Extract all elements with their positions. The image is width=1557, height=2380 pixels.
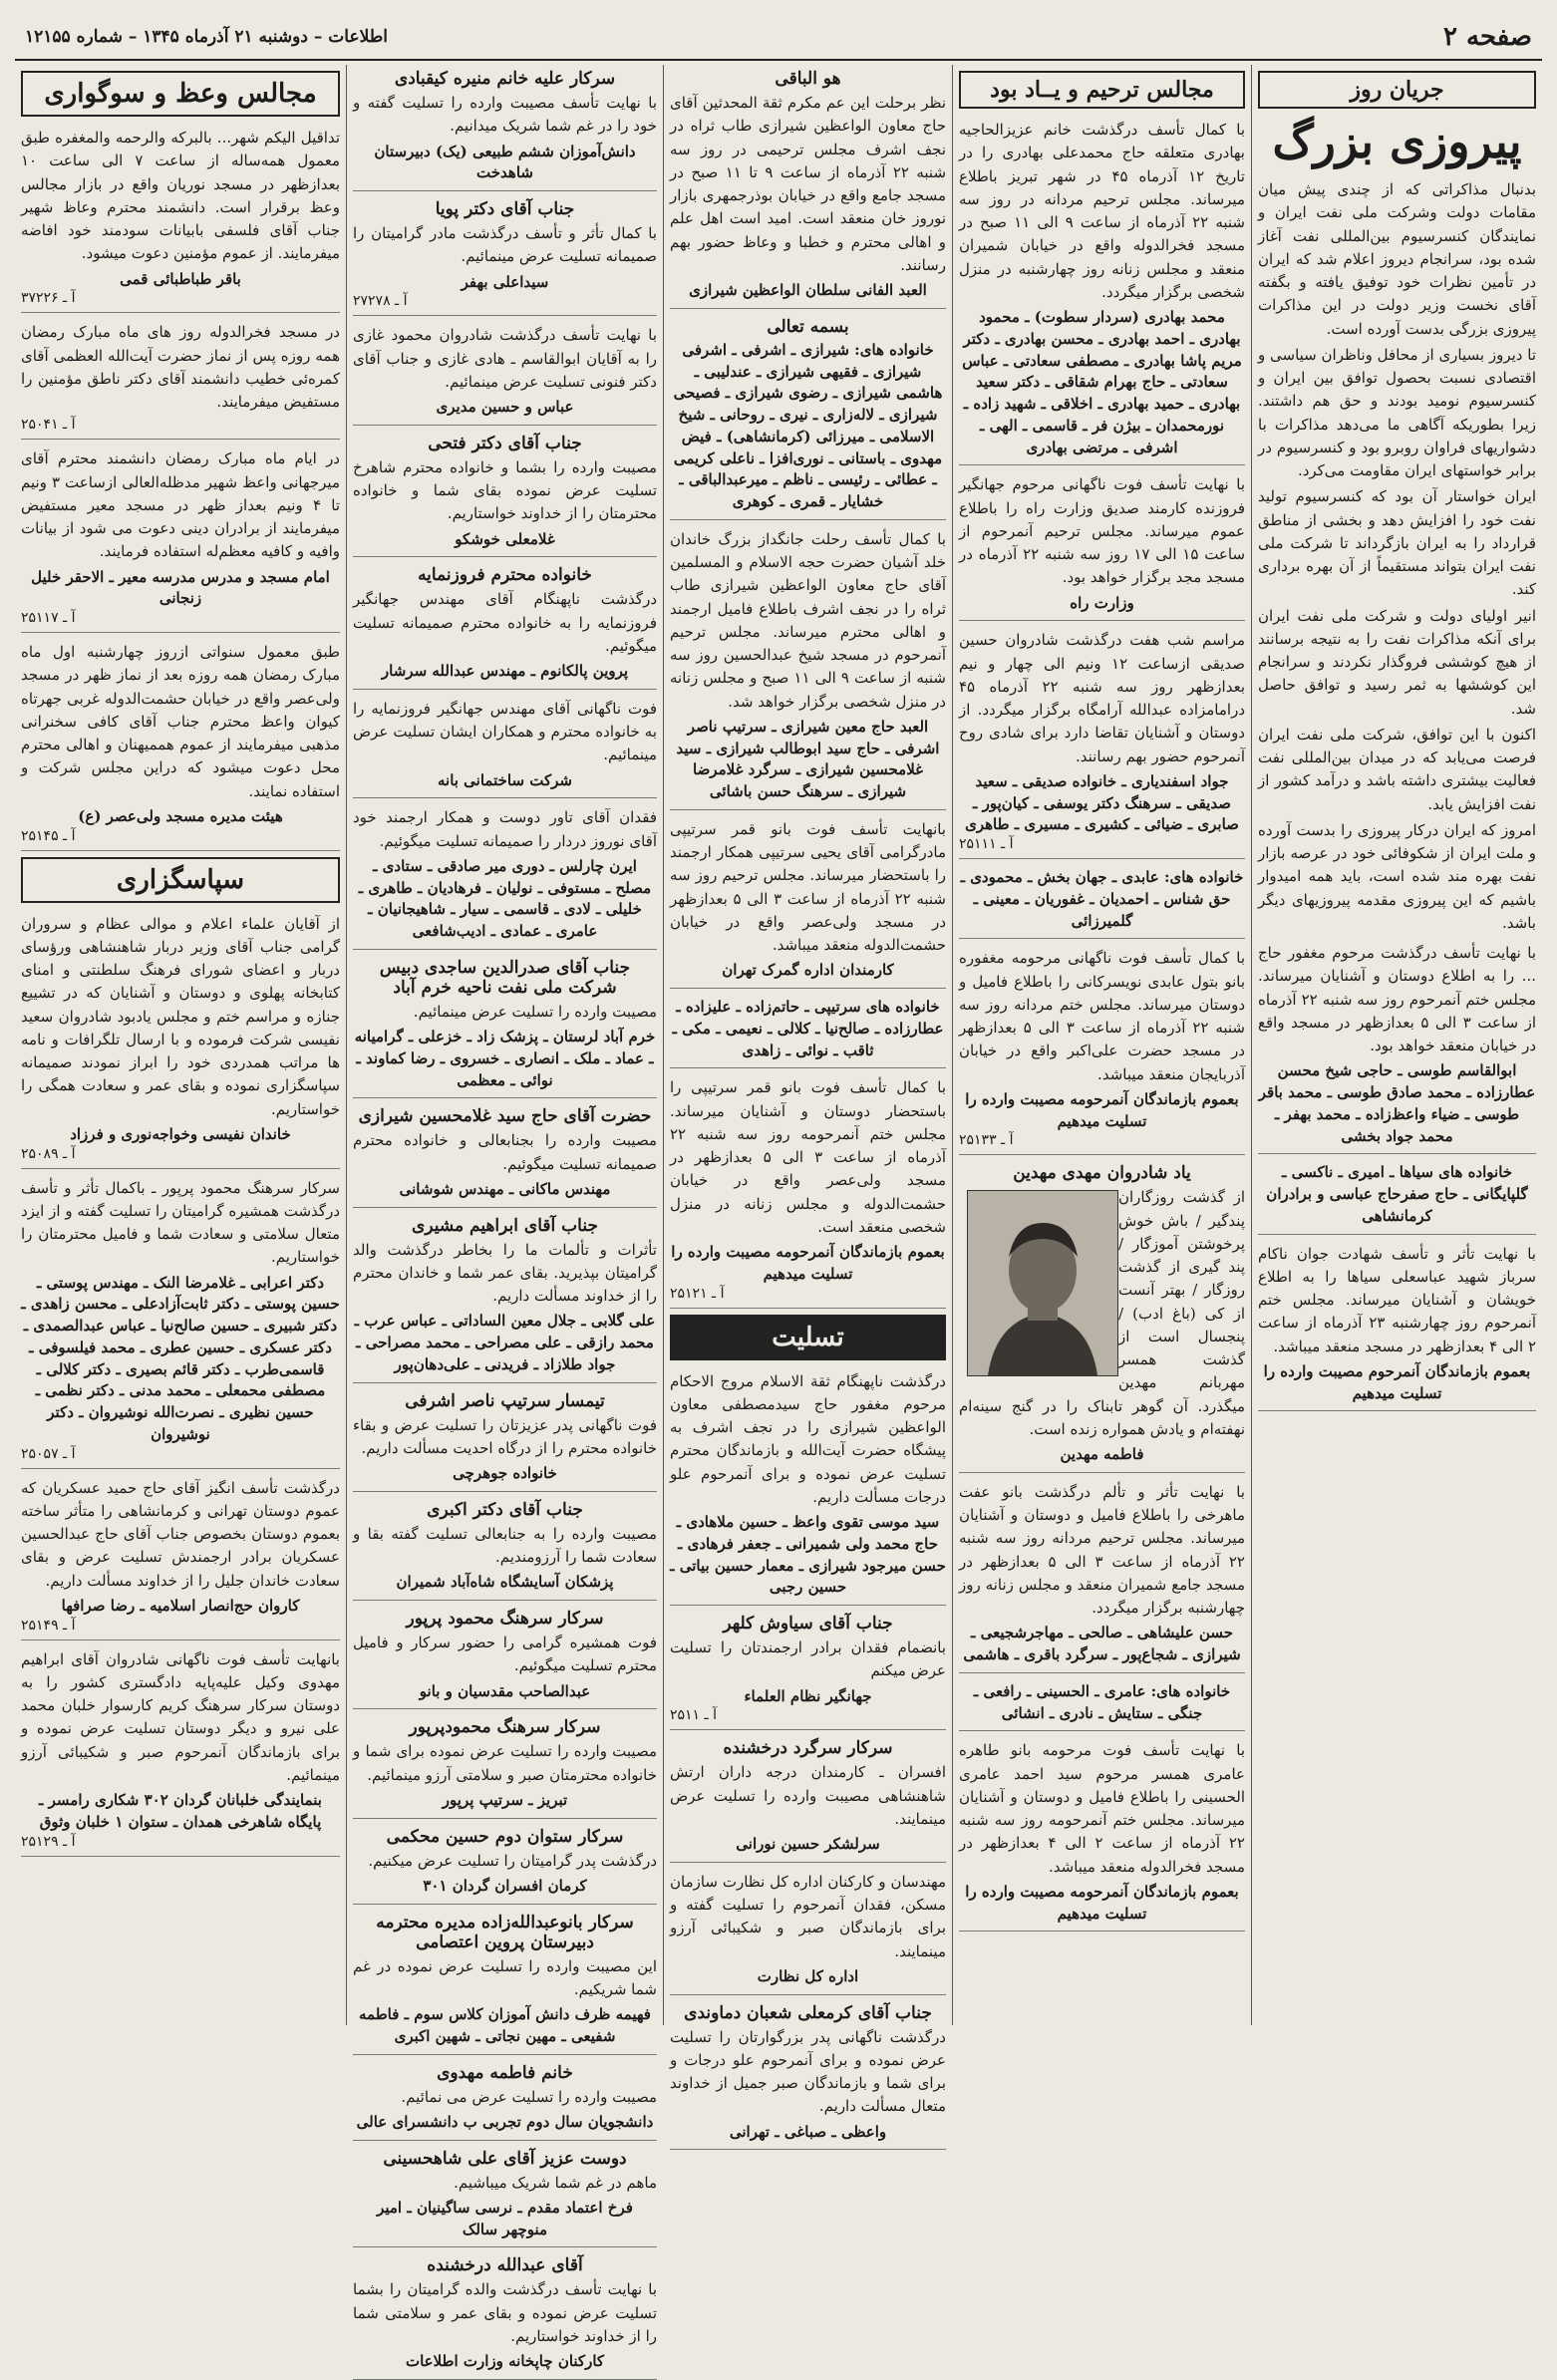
notice bbox=[670, 313, 946, 520]
notice-body: افسران ـ کارمندان درجه داران ارتش شاهنشاهی مصیبت وارده را تسلیت عرض مینمایند. bbox=[670, 1763, 946, 1828]
portrait-photo bbox=[967, 1190, 1118, 1376]
notice-code: آ ـ ۲۵۱۲۹ bbox=[21, 1833, 76, 1850]
notice-signature: سیداعلی بهفر bbox=[461, 272, 549, 291]
notice-body: این مصیبت وارده را تسلیت عرض نموده در غم شما شریکیم. bbox=[353, 1956, 657, 1998]
notice-signature: پروین پالکانوم ـ مهندس عبدالله سرشار bbox=[381, 662, 629, 680]
notice-signature: کاروان حج‌انصار اسلامیه ـ رضا صرافها bbox=[61, 1596, 300, 1615]
notice-title: تیمسار سرتیپ ناصر اشرفی bbox=[405, 1390, 605, 1411]
notice bbox=[670, 993, 946, 1068]
notice-signature: ابوالقاسم طوسی ـ حاجی شیخ محسن عطارزاده ـ محمد صادق طوسی ـ محمد باقر طوسی ـ ضیاء واعظ‌زاده ـ محمد بهفر ـ محمد جواد بخشی bbox=[1258, 1061, 1536, 1145]
column-memorials bbox=[952, 65, 1251, 2025]
notice-signature: دانشجویان سال دوم تجربی ب دانشسرای عالی bbox=[356, 2112, 654, 2131]
notice-signature: اداره کل نظارت bbox=[757, 1966, 859, 1985]
notice-code: آ ـ ۲۵۱۲۱ bbox=[670, 1285, 725, 1302]
notice-signature: بعموم بازماندگان آنمرحومه مصیبت وارده را تسلیت میدهیم bbox=[965, 1089, 1239, 1130]
notice-code: آ ـ ۳۷۲۲۶ bbox=[21, 290, 76, 307]
column-tag: جریان روز bbox=[1258, 71, 1536, 109]
notice-signature: عبدالصاحب مقدسیان و بانو bbox=[419, 1681, 591, 1700]
notice bbox=[670, 524, 946, 810]
notice-signature: فاطمه مهدین bbox=[1060, 1445, 1144, 1463]
notice-signature: غلامعلی خوشکو bbox=[455, 529, 555, 548]
notice-body: درگذشت تأسف انگیز آقای حاج حمید عسکریان که عموم دوستان تهرانی و کرمانشاهی را متأثر ساخته بعموم دوستان بخصوص جناب آقای حاج عبدالحسین عسکریان برادر ارجمندش تسلیت عرض و بقای سعادت خاندان جلیل را از خداوند مسألت داریم. bbox=[21, 1478, 340, 1590]
memorial-notice bbox=[959, 1159, 1245, 1473]
notice-signature: جهانگیر نظام العلماء bbox=[744, 1686, 872, 1705]
notice-title: هو الباقی bbox=[775, 69, 841, 89]
notice-title: خانم فاطمه مهدوی bbox=[437, 2062, 573, 2083]
notice-code: آ ـ ۲۷۲۷۸ bbox=[353, 293, 408, 310]
notice-signature: شرکت ساختمانی بانه bbox=[438, 770, 572, 789]
notice bbox=[1258, 1158, 1536, 1234]
notice-code: آ ـ ۲۵۰۴۱ bbox=[21, 417, 76, 434]
notice-title: جناب آقای ابراهیم مشیری bbox=[412, 1215, 598, 1236]
notice-signature: عباس و حسین مدیری bbox=[436, 398, 574, 416]
notice bbox=[353, 561, 657, 690]
notice-body: نظر برحلت این عم مکرم ثقة المحدثین آقای حاج معاون الواعظین شیرازی طاب ثراه در نجف اشرف مجلس ترحیمی در روز سه شنبه ۲۲ آذرماه از ساعت ۹ تا ۱۱ صبح در مسجد جامع واقع در خیابان بوذرجمهری بازار نوروز خان منعقد است. امید است اهل علم و اهالی محترم و خطبا و وعاظ حضور بهم رسانند. bbox=[670, 94, 947, 274]
notice bbox=[353, 2251, 657, 2380]
column-condolences bbox=[346, 65, 663, 2370]
notice-code: آ ـ ۲۵۱۴۵ bbox=[21, 827, 76, 844]
masthead bbox=[15, 15, 1542, 61]
columns bbox=[15, 65, 1542, 2370]
notice-title: سرکار بانوعبدالله‌زاده مدیره محترمه دبیرستان پروین اعتصامی bbox=[376, 1912, 634, 1952]
notice-signature: حسن علیشاهی ـ صالحی ـ مهاجرشجیعی ـ شیرازی ـ شجاع‌پور ـ سرگرد باقری ـ هاشمی bbox=[963, 1624, 1241, 1663]
notice-body: درگذشت ناپهنگام ثقة الاسلام مروج الاحکام مرحوم مغفور حاج سیدمصطفی معاون الواعظین شیرازی را در نجف اشرف به پیشگاه حضرت آیت‌الله و بازماندگان محترم تسلیت عرض نموده و برای آنمرحوم علو درجات مسألت داریم. bbox=[670, 1371, 946, 1506]
notice-signature: سید موسی تقوی واعظ ـ حسین ملاهادی ـ حاج محمد ولی شمیرانی ـ جعفر فرهادی ـ حسن میرجود شیرازی ـ معمار حسین بیاتی ـ حسین رجبی bbox=[670, 1513, 946, 1597]
notice bbox=[959, 1735, 1245, 1932]
notice-body: تأثرات و تألمات ما را بخاطر درگذشت والد گرامیتان بپذیرید. بقای عمر شما و خاندان محترم را از خداوند مسألت داریم. bbox=[353, 1240, 657, 1305]
page-number: صفحه ۲ bbox=[1443, 22, 1532, 52]
notice bbox=[353, 802, 657, 950]
notice-body: مصیبت وارده را بجنابعالی و خانواده محترم صمیمانه تسلیت میگوئیم. bbox=[353, 1131, 657, 1173]
article-paragraph: انیر اولیای دولت و شرکت ملی نفت ایران برای آنکه مذاکرات نفت را به نتیجه برسانند از هیچ کوششی فروگذار نکردند و سرانجام این کوششها به ثمر رسید و توافق حاصل شد. bbox=[1258, 606, 1536, 718]
notice-signature: بعموم بازماندگان آنمرحوم مصیبت وارده را تسلیت میدهیم bbox=[1263, 1361, 1531, 1402]
notice bbox=[353, 1909, 657, 2055]
notice-signature: دکتر اعرابی ـ غلامرضا النک ـ مهندس پوستی ـ حسین پوستی ـ دکتر ثابت‌آزادعلی ـ محسن زاهدی ـ دکتر شبیری ـ حسین صالح‌نیا ـ عباس عبدالصمدی ـ دکتر عسکری ـ حسین عطری ـ محمد فیلسوفی ـ قاسمی‌طرب ـ دکتر قائم بصیری ـ دکتر کلالی ـ مصطفی محمعلی ـ محمد مدنی ـ دکتر نظمی ـ حسین نظیری ـ نصرت‌الله نوشیروان ـ دکتر نوشیروان bbox=[21, 1273, 340, 1443]
notice-signature: بعموم بازماندگان آنمرحومه مصیبت وارده را تسلیت میدهیم bbox=[965, 1882, 1239, 1923]
notice-title: بسمه تعالی bbox=[767, 316, 849, 337]
notice bbox=[353, 954, 657, 1099]
notice-body: مصیبت وارده را تسلیت عرض مینمائیم. bbox=[413, 1002, 657, 1021]
notice bbox=[21, 123, 340, 313]
notice-signature: فرخ اعتماد مقدم ـ نرسی ساگینیان ـ امیر منوچهر سالک bbox=[377, 2198, 633, 2238]
notice-title: جناب آقای صدرالدین ساجدی دبیس شرکت ملی نفت ناحیه خرم آباد bbox=[379, 957, 631, 998]
notice-code: آ ـ ۲۵۱۳۳ bbox=[959, 1132, 1014, 1149]
notice-body: فوت ناگهانی آقای مهندس جهانگیر فروزنمایه را به خانواده محترم و همکاران ایشان تسلیت عرض مینمائیم. bbox=[353, 699, 657, 764]
notice bbox=[670, 814, 946, 989]
notice bbox=[353, 65, 657, 191]
notice-body: با نهایت تأسف فوت مرحومه بانو طاهره عامری همسر مرحوم سید احمد عامری الحسینی را باطلاع فامیل و دوستان و آشنایان میرساند. مجلس ختم آنمرحومه روز سه شنبه ۲۲ آذرماه از ساعت ۲ الی ۴ بعدازظهر در مسجد فخرالدوله منعقد میباشد. bbox=[959, 1741, 1245, 1876]
notice-body: با کمال تأثر و تأسف درگذشت مادر گرامیتان را صمیمانه تسلیت عرض مینمائیم. bbox=[353, 224, 657, 266]
notice bbox=[353, 1605, 657, 1709]
notice bbox=[670, 1610, 946, 1730]
notice-body: بانضمام فقدان برادر ارجمندتان را تسلیت عرض میکنم bbox=[670, 1638, 946, 1680]
notice-body: مصیبت وارده را بشما و خانواده محترم شاهرخ تسلیت عرض نموده بقای شما و خانواده محترمتان را از خداوند خواستاریم. bbox=[353, 457, 657, 523]
notice-signature: واعظی ـ صباغی ـ تهرانی bbox=[729, 2122, 887, 2141]
notice bbox=[959, 625, 1245, 859]
notice-code: آ ـ ۲۵۰۵۷ bbox=[21, 1445, 76, 1462]
article-paragraph: اکنون با این توافق، شرکت ملی نفت ایران فرصت می‌یابد که در میدان بین‌المللی نفت فعالیت بیشتری داشته باشد و درآمد کشور از نفت افزایش یابد. bbox=[1258, 725, 1536, 813]
notice-body: با کمال تأسف رحلت جانگداز بزرگ خاندان خلد آشیان حضرت حجه الاسلام و المسلمین آقای حاج معاون الواعظین شیرازی طاب ثراه را در نجف اشرف باطلاع فامیل ارجمند و اهالی محترم میرساند. مجلس ترحیم آنمرحوم در مسجد شیخ عبدالحسین روز سه شنبه از ساعت ۹ الی ۱۱ صبح و مجلس زنانه در منزل شخصی برگزار خواهد شد. bbox=[670, 529, 946, 711]
notice-body: بانهایت تأسف فوت بانو قمر سرتیپی مادرگرامی آقای یحیی سرتیپی همکار ارجمند را باستحضار میرساند. مجلس ترحیم روز سه شنبه ۲۲ آذرماه از ساعت ۳ الی ۵ بعدازظهر در مسجد ولی‌عصر واقع در خیابان حشمت‌الدوله منعقد میباشد. bbox=[670, 819, 947, 954]
notice-body: با نهایت تأثر و تألم درگذشت بانو عفت ماهرخی را باطلاع فامیل و دوستان و آشنایان میرساند. مجلس ترحیم مردانه روز سه شنبه ۲۲ آذرماه از ساعت ۳ الی ۵ بعدازظهر در مسجد جامع شمیران منعقد و مجلس زنانه روز چهارشنبه برگزار میگردد. bbox=[959, 1482, 1245, 1617]
notice bbox=[353, 320, 657, 426]
notice bbox=[1258, 1239, 1536, 1412]
notice bbox=[670, 65, 946, 309]
notice bbox=[21, 1173, 340, 1469]
notice-body: درگذشت پدر گرامیتان را تسلیت عرض میکنیم. bbox=[368, 1851, 657, 1870]
issue-info: اطلاعات – دوشنبه ۲۱ آذرماه ۱۳۴۵ – شماره ۱۲۱۵۵ bbox=[25, 27, 389, 47]
notice bbox=[670, 1366, 946, 1607]
notice-title: سرکار سرهنگ محمود پرپور bbox=[406, 1609, 604, 1629]
notice-signature: محمد بهادری (سردار سطوت) ـ محمود بهادری ـ احمد بهادری ـ محسن بهادری ـ دکتر مریم پاشا بهادری ـ مصطفی سعادتی ـ عباس سعادتی ـ حاج بهرام شقاقی ـ دکتر سعید بهادری ـ حمید بهادری ـ اخلاقی ـ شهید زاده ـ نورمحمدان ـ بیژن فر ـ قاسمی ـ الهی ـ اشرفی ـ مرتضی بهادری bbox=[962, 308, 1242, 456]
notice bbox=[353, 694, 657, 799]
notice-code: آ ـ ۲۵۰۸۹ bbox=[21, 1145, 76, 1162]
notice-signature: باقر طباطبائی قمی bbox=[120, 269, 241, 288]
notice-body: ماهم در غم شما شریک میباشیم. bbox=[454, 2173, 657, 2192]
notice-title: سرکار سرگرد درخشنده bbox=[723, 1738, 893, 1759]
article-paragraph: امروز که ایران درکار پیروزی را بدست آورده و ملت ایران از شکوفائی خود در عرصه بازار نفت بهره مند شده است، باید همه امیدوار باشیم که این پیروزی مقدمه پیروزیهای دیگر باشد. bbox=[1258, 820, 1536, 932]
notice-body: با کمال تأسف درگذشت خانم عزیزالحاجیه بهادری متعلقه حاج محمدعلی بهادری را در تاریخ ۱۲ آذرماه ۴۵ در شهر تبریز باطلاع میرساند. مجلس ترحیم مردانه در روز سه شنبه ۲۲ آذرماه از ساعت ۹ الی ۱۱ صبح در مسجد فخرالدوله واقع در خیابان شمیران منعقد و مجلس زنانه روز چهارشنبه در منزل شخصی برگزار میگردد. bbox=[959, 121, 1246, 301]
notice-signature: خانواده جوهرچی bbox=[453, 1464, 557, 1482]
notice-code: آ ـ ۲۵۱۱۷ bbox=[21, 610, 76, 626]
notice bbox=[21, 317, 340, 440]
article-paragraph: بدنبال مذاکراتی که از چندی پیش میان مقامات دولت وشرکت ملی نفت ایران و نمایندگان کنسرسیوم بین‌المللی نفت آغاز شده بود، سرانجام دیروز اعلام شد که ایران در تأمین نظرات خود توفیق یافته و بگفته آقای نخست وزیر دولت در این مذاکرات پیروزی بزرگی بدست آورده است. bbox=[1258, 180, 1536, 338]
notice bbox=[670, 1999, 946, 2151]
notice-signature: جواد اسفندیاری ـ خانواده صدیقی ـ سعید صدیقی ـ سرهنگ دکتر یوسفی ـ کیان‌پور ـ صابری ـ ضیائی ـ کشیری ـ مسیری ـ طاهری bbox=[965, 771, 1239, 834]
section-title: مجالس وعظ و سوگواری bbox=[21, 71, 340, 117]
portrait-image bbox=[968, 1191, 1117, 1375]
notice bbox=[959, 115, 1245, 465]
notice-signature: خانواده های سیاها ـ امیری ـ ناکسی ـ گلپایگانی ـ حاج صفرحاج عباسی و برادران کرمانشاهی bbox=[1266, 1163, 1528, 1225]
notice-body: با نهایت تأسف درگذشت مرحوم مغفور حاج ... را به اطلاع دوستان و آشنایان میرساند. مجلس ختم آنمرحوم روز سه شنبه ۲۲ آذرماه از ساعت ۳ الی ۵ بعدازظهر در مسجد واقع در خیابان منعقد خواهد بود. bbox=[1258, 944, 1537, 1054]
notice bbox=[353, 2059, 657, 2141]
notice-signature: کارکنان چاپخانه وزارت اطلاعات bbox=[405, 2352, 605, 2370]
notice-body: با نهایت تأسف فوت ناگهانی مرحوم جهانگیر فروزنده کارمند صدیق وزارت راه را باطلاع عموم میرساند. مجلس ترحیم آنمرحوم از ساعت ۱۵ الی ۱۷ روز سه شنبه ۲۲ آذرماه در مسجد مجد برگزار خواهد بود. bbox=[959, 475, 1246, 587]
notice bbox=[959, 943, 1245, 1155]
notice-body: با نهایت تأسف درگذشت والده گرامیتان را بشما تسلیت عرض نموده و بقای عمر و سلامتی شما را از خداوند خواستاریم. bbox=[353, 2280, 657, 2345]
notice-signature: فهیمه ظرف دانش آموزان کلاس سوم ـ فاطمه شفیعی ـ مهین نجاتی ـ شهین اکبری bbox=[359, 2005, 651, 2045]
notice-signature: دانش‌آموزان ششم طبیعی (یک) دبیرستان شاهدخت bbox=[374, 142, 636, 182]
notice-title: جناب آقای کرمعلی شعبان دماوندی bbox=[684, 2002, 932, 2023]
notice-body: مهندسان و کارکنان اداره کل نظارت سازمان مسکن، فقدان آنمرحوم را تسلیت گفته و برای بازماندگان صبر و شکیبائی آرزو مینمایند. bbox=[670, 1872, 946, 1960]
notice bbox=[959, 863, 1245, 939]
notice-title: جناب آقای دکتر اکبری bbox=[427, 1499, 583, 1520]
editorial-headline: پیروزی بزرگ bbox=[1272, 115, 1522, 168]
notice-title: سرکار علیه خانم منیره کیقبادی bbox=[394, 69, 616, 89]
condolence-banner: تسلیت bbox=[670, 1315, 946, 1360]
notice bbox=[670, 1072, 946, 1308]
notice-code: آ ـ ۲۵۱۱ bbox=[670, 1707, 717, 1724]
notice-signature: ایرن چارلس ـ دوری میر صادقی ـ ستادی ـ مصلح ـ مستوفی ـ نولیان ـ فرهادیان ـ طاهری ـ خلیلی ـ لادی ـ قاسمی ـ سیار ـ شاهیجانیان ـ عامری ـ عمادی ـ ادیب‌شافعی bbox=[358, 856, 652, 940]
notice-body: در مسجد فخرالدوله روز های ماه مبارک رمضان همه روزه پس از نماز حضرت آیت‌الله العظمی آقای کمره‌ئی خطیب دانشمند آقای دکتر ناطق مؤمنین را مستفیض میفرمایند. bbox=[21, 323, 340, 411]
thanks-banner: سپاسگزاری bbox=[21, 857, 340, 903]
notice-body: در ایام ماه مبارک رمضان دانشمند محترم آقای میرجهانی واعظ شهیر مدظله‌العالی ازساعت ۳ ونیم تا ۴ ونیم بعداز ظهر در مسجد معیر مستفیض میفرمایند از برادران دینی دعوت می شود از بیانات وافیه و کافیه معظم‌له استفاده فرمایند. bbox=[21, 449, 340, 561]
notice-code: آ ـ ۲۵۱۴۹ bbox=[21, 1617, 76, 1634]
notice-body: با نهایت تأثر و تأسف شهادت جوان ناکام سرباز شهید عباسعلی سیاها را به اطلاع خویشان و آشنایان میرساند. مجلس ختم آنمرحوم روز چهارشنبه ۲۳ آذرماه از ساعت ۲ الی ۴ بعدازظهر در مسجد منعقد میباشد. bbox=[1258, 1244, 1536, 1355]
notice-title: یاد شادروان مهدی مهدین bbox=[1013, 1163, 1191, 1184]
notice-body: مصیبت وارده را تسلیت عرض می نمائیم. bbox=[401, 2087, 657, 2106]
notice bbox=[959, 1477, 1245, 1673]
notice-signature: خانواده های: عابدی ـ جهان بخش ـ محمودی ـ حق شناس ـ احمدیان ـ غفوریان ـ معینی ـ گلمیرزائی bbox=[960, 868, 1244, 930]
notice-body: طبق معمول سنواتی ازروز چهارشنبه اول ماه مبارک رمضان همه روزه بعد از نماز ظهر در مسجد ولی‌عصر واقع در خیابان حشمت‌الدوله غربی جهرتاه کیوان واعظ محترم جناب آقای کافی سخنرانی مذهبی میفرمایند از عموم هممیهنان و اهالی محترم محل دعوت میشود که دراین مجلس شرکت و استفاده نمایند. bbox=[21, 643, 340, 800]
notice-body: با نهایت تأسف درگذشت شادروان محمود غازی را به آقایان ابوالقاسم ـ هادی غازی و جناب آقای دکتر فنونی تسلیت عرض مینمائیم. bbox=[353, 326, 657, 391]
notice-signature: سرلشکر حسین نورانی bbox=[736, 1835, 880, 1853]
notice-body: درگذشت ناگهانی پدر بزرگوارتان را تسلیت عرض نموده و برای آنمرحوم علو درجات و برای شما و بازماندگان صبر جمیل از خداوند متعال مسألت داریم. bbox=[670, 2027, 946, 2116]
notice-body: بانهایت تأسف فوت ناگهانی شادروان آقای ابراهیم مهدوی وکیل علیه‌پایه دادگستری کشور را به دوستان سرکار سرهنگ کریم کارسوار خلبان محمد علی نیرو و دیگر دوستان تسلیت عرض نموده و برای بازماندگان آنمرحوم صبر و شکیبائی آرزو مینمائیم. bbox=[21, 1649, 340, 1784]
notice-signature: بعموم بازماندگان آنمرحومه مصیبت وارده را تسلیت میدهیم bbox=[671, 1243, 945, 1283]
notice-body: تداقیل الیکم شهر... بالبرکه والرحمه والمغفره طبق معمول همه‌ساله از ساعت ۷ الی ساعت ۱۰ بعدازظهر در مسجد نوریان واقع در بازار مجالس وعظ برقرار است. دانشمند محترم وعاظ شهیر جناب آقای فلسفی بابیانات سودمند خود افاضه میفرمایند. از عموم مؤمنین دعوت میشود. bbox=[21, 129, 340, 263]
notice bbox=[959, 469, 1245, 621]
newspaper-page bbox=[15, 15, 1542, 2370]
notice-signature: العبد حاج معین شیرازی ـ سرتیپ ناصر اشرفی ـ حاج سید ابوطالب شیرازی ـ سید غلامحسین شیرازی ـ سرگرد غلامرضا شیرازی ـ سرهنگ حسن باشائی bbox=[676, 717, 940, 800]
notice-signature: العبد الفانی سلطان الواعظین شیرازی bbox=[689, 281, 927, 299]
notice-title: جناب آقای سیاوش کلهر bbox=[723, 1614, 893, 1634]
notice-body: سرکار سرهنگ محمود پرپور ـ باکمال تأثر و تأسف درگذشت همشیره گرامیتان را تسلیت گفته و از ایزد متعال سلامتی و سعادت شما و فامیل محترمتان را خواستاریم. bbox=[21, 1178, 340, 1267]
notice-signature: تبریز ـ سرتیپ پرپور bbox=[442, 1790, 568, 1809]
notice bbox=[353, 195, 657, 316]
notice bbox=[353, 430, 657, 558]
notice-body: با کمال تأسف فوت بانو قمر سرتیپی را باستحضار دوستان و آشنایان میرساند. مجلس ختم آنمرحومه روز سه شنبه ۲۲ آذرماه از ساعت ۳ الی ۵ بعدازظهر در مسجد ولی‌عصر واقع در خیابان حشمت‌الدوله و مجلس زنانه در منزل شخصی منعقد است. bbox=[670, 1078, 946, 1236]
article-paragraph: ایران خواستار آن بود که کنسرسیوم تولید نفت خود را افزایش دهد و بخشی از مناطق قرارداد را به ایران بازگرداند تا شرکت ملی نفت ایران بتواند مستقیماً از آن بهره برداری کند. bbox=[1258, 487, 1536, 599]
notice bbox=[21, 1473, 340, 1640]
notice bbox=[353, 1713, 657, 1818]
notice bbox=[353, 1102, 657, 1207]
notice-signature: خاندان نفیسی وخواجه‌نوری و فرزاد bbox=[70, 1124, 291, 1143]
column-sermons-thanks bbox=[15, 65, 346, 2025]
notice bbox=[670, 1867, 946, 1995]
notice-body: فقدان آقای تاور دوست و همکار ارجمند خود آقای نوروز دردار را صمیمانه تسلیت میگوئیم. bbox=[353, 808, 657, 850]
notice-title: جناب آقای دکتر پویا bbox=[435, 199, 575, 219]
notice-body: از گذشت روزگاران پندگیر / باش خوش پرخوشتن آموزگار / پند گیری از گذشت روزگار / بهتر آنست از کی (باغ ادب) / پنجسال است از گذشت همسر مهربانم مهدین میگذرد. آن گوهر تابناک را در گنج سینه‌ام نهفته‌ام و یادش همواره زنده است. bbox=[959, 1188, 1245, 1438]
notice-signature: خانواده های: شیرازی ـ اشرفی ـ اشرفی شیرازی ـ فقیهی شیرازی ـ عندلیبی ـ هاشمی شیرازی ـ رضوی شیرازی ـ فصیحی شیرازی ـ لاله‌زاری ـ نیری ـ روحانی ـ شیخ الاسلامی ـ میرزائی (کرمانشاهی) ـ فیض مهدوی ـ باستانی ـ نوری‌افزا ـ ناعلی کریمی ـ عطائی ـ رئیسی ـ ناظم ـ میرعبدالباقی ـ خشایار ـ قمری ـ کوهری bbox=[673, 340, 943, 510]
notice-title: سرکار ستوان دوم حسین محکمی bbox=[386, 1826, 624, 1847]
notice-signature: هیئت مدیره مسجد ولی‌عصر (ع) bbox=[78, 806, 283, 825]
notice-signature: کارمندان اداره گمرک تهران bbox=[722, 961, 894, 980]
notice bbox=[353, 2145, 657, 2248]
notice-signature: علی گلابی ـ جلال معین الساداتی ـ عباس عرب ـ محمد رازقی ـ علی مصراحی ـ محمد مصراحی ـ جواد طلازاد ـ فریدنی ـ علی‌دهان‌پور bbox=[354, 1312, 656, 1373]
notice-title: دوست عزیز آقای علی شاهحسینی bbox=[383, 2148, 627, 2169]
notice-body: درگذشت ناپهنگام آقای مهندس جهانگیر فروزنمایه را به خانواده محترم صمیمانه تسلیت میگوئیم. bbox=[353, 590, 657, 655]
notice bbox=[1258, 938, 1536, 1154]
notice bbox=[353, 1496, 657, 1601]
notice-body: مراسم شب هفت درگذشت شادروان حسین صدیقی ازساعت ۱۲ ونیم الی چهار و نیم بعدازظهر روز سه شنبه ۲۲ آذرماه ۴۵ درامامزاده عبدالله آرامگاه برگزار میگردد. از دوستان و آشنایان تقاضا دارد برای شادی روح آنمرحوم حضور بهم رسانند. bbox=[959, 631, 1246, 765]
notice bbox=[670, 1734, 946, 1863]
notice bbox=[21, 909, 340, 1169]
notice-code: آ ـ ۲۵۱۱۱ bbox=[959, 836, 1014, 852]
notice-body: مصیبت وارده را به جنابعالی تسلیت گفته بقا و سعادت شما را آرزومندیم. bbox=[353, 1524, 657, 1566]
notice bbox=[353, 1387, 657, 1492]
notice-body: با کمال تأسف فوت ناگهانی مرحومه مغفوره بانو بتول عابدی نویسرکانی را باطلاع فامیل و دوستان میرساند. مجلس ختم مردانه روز سه شنبه ۲۲ آذرماه از ساعت ۳ الی ۵ بعدازظهر در مسجد حضرت علی‌اکبر واقع در خیابان آذربایجان منعقد میباشد. bbox=[959, 949, 1246, 1083]
notice-signature: خانواده های سرتیپی ـ حاتم‌زاده ـ علیزاده ـ عطارزاده ـ صالح‌نیا ـ کلالی ـ نعیمی ـ مکی ـ ثاقب ـ نوائی ـ زاهدی bbox=[672, 998, 944, 1059]
notice-title: آقای عبدالله درخشنده bbox=[427, 2255, 583, 2276]
notice-body: مصیبت وارده را تسلیت عرض نموده برای شما و خانواده محترمتان صبر و سلامتی آرزو مینمائیم. bbox=[353, 1742, 657, 1784]
notice-signature: خرم آباد لرستان ـ پزشک زاد ـ خزعلی ـ گرامیانه ـ عماد ـ ملک ـ انصاری ـ خسروی ـ رضا کماوند ـ نوائی ـ معظمی bbox=[354, 1028, 656, 1089]
column-editorial bbox=[1251, 65, 1542, 2025]
section-title: مجالس ترحیم و یــاد بود bbox=[959, 71, 1245, 109]
article-paragraph: تا دیروز بسیاری از محافل وناظران سیاسی و اقتصادی نسبت بحصول توافق بین ایران و کنسرسیوم نومید بودند و حق هم داشتند. زیرا بطوریکه آگاهی ما می‌دهد مذاکرات با دشواریهای فراوان روبرو بود و کنسرسیوم در برابر خواستهای ایران مقاومت می‌کرد. bbox=[1258, 345, 1536, 479]
notice-signature: وزارت راه bbox=[1070, 593, 1134, 612]
notice-signature: مهندس ماکانی ـ مهندس شوشانی bbox=[399, 1179, 611, 1198]
notice-body: فوت همشیره گرامی را حضور سرکار و فامیل محترم تسلیت میگوئیم. bbox=[353, 1634, 657, 1675]
notice bbox=[353, 1823, 657, 1905]
notice-body: با نهایت تأسف مصیبت وارده را تسلیت گفته و خود را در غم شما شریک میدانیم. bbox=[353, 94, 657, 136]
notice-title: حضرت آقای حاج سید غلامحسین شیرازی bbox=[358, 1106, 652, 1127]
notice bbox=[21, 637, 340, 851]
notice-signature: کرمان افسران گردان ۳۰۱ bbox=[423, 1876, 587, 1895]
notice bbox=[959, 1677, 1245, 1732]
notice bbox=[353, 1212, 657, 1383]
notice-signature: بنمایندگی خلبانان گردان ۳۰۲ شکاری رامسر ـ پایگاه شاهرخی همدان ـ ستوان ۱ خلبان وثوق bbox=[39, 1791, 322, 1831]
notice bbox=[21, 444, 340, 633]
notice-signature: خانواده های: عامری ـ الحسینی ـ رافعی ـ جنگی ـ ستایش ـ نادری ـ انشائی bbox=[973, 1681, 1231, 1722]
notice bbox=[21, 1644, 340, 1857]
notice-signature: پزشکان آسایشگاه شاه‌آباد شمیران bbox=[396, 1573, 614, 1592]
notice-title: خانواده محترم فروزنمایه bbox=[418, 565, 592, 586]
notice-title: سرکار سرهنگ محمودپرپور bbox=[409, 1717, 601, 1738]
notice-title: جناب آقای دکتر فتحی bbox=[428, 433, 582, 453]
notice-body: از آقایان علماء اعلام و موالی عظام و سروران گرامی جناب آقای وزیر دربار شاهنشاهی ورؤسای دربار و اعضای شورای فرهنگ سلطنتی و امنای کتابخانه پهلوی و دوستان و آشنایان که در تشییع جنازه و مراسم ختم و مجلس یادبود شادروان سعید نفیسی شرکت فرموده و با ارسال تلگرافات و نامه ها مراتب همدردی خود را ابراز نمودند صمیمانه سپاسگزاری نموده و بقای عمر و سعادت همگی را خواستاریم. bbox=[21, 914, 340, 1118]
notice-body: فوت ناگهانی پدر عزیزتان را تسلیت عرض و بقاء خانواده محترم را از درگاه احدیت مسألت داریم. bbox=[353, 1415, 657, 1457]
notice-signature: امام مسجد و مدرس مدرسه معیر ـ الاحقر خلیل زنجانی bbox=[31, 567, 330, 608]
column-obituaries bbox=[663, 65, 952, 2141]
